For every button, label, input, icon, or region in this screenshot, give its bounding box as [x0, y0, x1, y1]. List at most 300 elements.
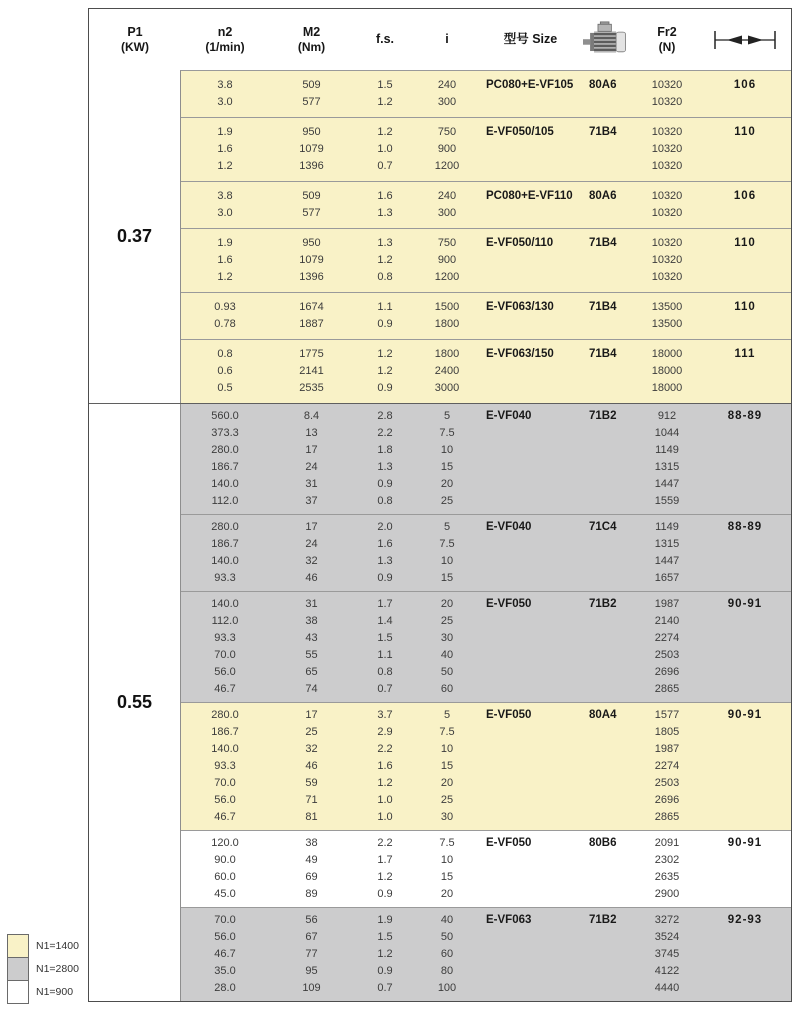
legend-swatch-gray [7, 957, 29, 981]
m2-cell: 24 [305, 538, 318, 550]
fr2-cell: 4440 [654, 982, 680, 994]
header-page-ref [699, 29, 791, 51]
model-cell [478, 647, 583, 664]
i-cell: 25 [440, 615, 454, 627]
model-cell [478, 792, 583, 809]
table-row [181, 741, 791, 758]
table-row [181, 252, 791, 269]
m2-cell: 65 [305, 666, 318, 678]
table-row [181, 476, 791, 493]
model-cell [478, 205, 583, 222]
fr2-cell: 2503 [654, 777, 680, 789]
fs-cell: 0.8 [377, 271, 393, 283]
fs-cell: 1.2 [377, 871, 393, 883]
fr2-cell: 2865 [654, 683, 680, 695]
model-cell: E-VF040 [486, 410, 532, 422]
fs-cell: 1.1 [377, 301, 393, 313]
model-cell [478, 363, 583, 380]
p1-section [89, 70, 791, 403]
model-cell [478, 141, 583, 158]
size-cell [583, 681, 635, 698]
table-row [181, 647, 791, 664]
m2-cell: 13 [305, 427, 318, 439]
fr2-cell: 1447 [654, 478, 680, 490]
i-cell: 25 [440, 495, 454, 507]
fr2-cell: 10320 [651, 190, 683, 202]
table-row [181, 869, 791, 886]
n2-cell: 120.0 [211, 837, 239, 849]
size-cell [583, 476, 635, 493]
page-cell [699, 553, 791, 570]
fr2-cell: 1577 [654, 709, 680, 721]
fs-cell: 0.8 [377, 495, 393, 507]
n2-cell: 140.0 [211, 743, 239, 755]
fs-cell: 1.8 [377, 444, 393, 456]
i-cell: 240 [437, 79, 457, 91]
page-cell [699, 929, 791, 946]
page-cell [699, 380, 791, 397]
header-motor [583, 17, 635, 63]
i-cell: 15 [440, 760, 454, 772]
model-cell: PC080+E-VF105 [486, 79, 574, 91]
model-cell [478, 493, 583, 510]
fr2-cell: 1315 [654, 461, 680, 473]
model-cell [478, 758, 583, 775]
m2-cell: 31 [305, 598, 318, 610]
data-block [181, 702, 791, 830]
fr2-cell: 2503 [654, 649, 680, 661]
m2-cell: 69 [305, 871, 318, 883]
table-row [181, 596, 791, 613]
m2-cell: 1775 [299, 348, 324, 360]
size-cell [583, 536, 635, 553]
fr2-cell: 10320 [651, 271, 683, 283]
page-cell [699, 681, 791, 698]
i-cell: 40 [440, 649, 454, 661]
page-cell: 110 [734, 237, 756, 249]
fs-cell: 1.2 [377, 96, 393, 108]
model-cell [478, 158, 583, 175]
fs-cell: 1.7 [377, 598, 393, 610]
fr2-cell: 2302 [654, 854, 680, 866]
width-dimension-icon [709, 29, 781, 51]
size-cell [583, 630, 635, 647]
m2-cell: 81 [305, 811, 318, 823]
size-cell [583, 792, 635, 809]
n2-cell: 186.7 [211, 538, 239, 550]
size-cell [583, 758, 635, 775]
i-cell: 50 [440, 931, 454, 943]
table-row [181, 459, 791, 476]
fs-cell: 2.2 [377, 743, 393, 755]
i-cell: 20 [440, 888, 454, 900]
size-cell [583, 724, 635, 741]
size-cell [583, 886, 635, 903]
model-cell: E-VF050/110 [486, 237, 554, 249]
fr2-cell: 4122 [654, 965, 680, 977]
m2-cell: 17 [305, 521, 318, 533]
n2-cell: 28.0 [214, 982, 236, 994]
i-cell: 900 [437, 254, 457, 266]
size-cell [583, 809, 635, 826]
header-p1 [89, 25, 181, 55]
m2-cell: 2535 [299, 382, 324, 394]
fs-cell: 1.5 [377, 632, 393, 644]
m2-cell: 38 [305, 837, 318, 849]
i-cell: 60 [440, 683, 454, 695]
m2-cell: 509 [302, 190, 321, 202]
fr2-cell: 2140 [654, 615, 680, 627]
table-row [181, 94, 791, 111]
model-cell [478, 681, 583, 698]
page-cell: 88-89 [727, 521, 763, 533]
i-cell: 1200 [434, 271, 460, 283]
size-cell [583, 775, 635, 792]
fr2-cell: 912 [657, 410, 677, 422]
n2-cell: 3.0 [217, 96, 233, 108]
size-cell [583, 869, 635, 886]
model-cell [478, 269, 583, 286]
m2-cell: 32 [305, 743, 318, 755]
data-block [181, 830, 791, 907]
model-cell: PC080+E-VF110 [486, 190, 573, 202]
fr2-cell: 10320 [651, 207, 683, 219]
fs-cell: 1.2 [377, 126, 393, 138]
page-cell [699, 886, 791, 903]
size-cell [583, 459, 635, 476]
fs-cell: 1.6 [377, 538, 393, 550]
page-cell: 90-91 [727, 837, 763, 849]
i-cell: 20 [440, 777, 454, 789]
fs-cell: 1.0 [377, 143, 393, 155]
table-row [181, 553, 791, 570]
i-cell: 30 [440, 811, 454, 823]
fr2-cell: 2696 [654, 794, 680, 806]
n2-cell: 0.78 [214, 318, 236, 330]
model-cell [478, 570, 583, 587]
i-cell: 30 [440, 632, 454, 644]
page-cell [699, 316, 791, 333]
table-row [181, 77, 791, 94]
fs-cell: 0.9 [377, 965, 393, 977]
n2-cell: 3.0 [217, 207, 233, 219]
m2-cell: 56 [305, 914, 318, 926]
blocks-area [180, 70, 791, 403]
data-block [181, 71, 791, 117]
n2-cell: 140.0 [211, 478, 239, 490]
size-cell [583, 493, 635, 510]
fr2-cell: 10320 [651, 143, 683, 155]
fs-cell: 0.7 [377, 683, 393, 695]
m2-cell: 43 [305, 632, 318, 644]
page-cell: 88-89 [727, 410, 763, 422]
table-header [89, 9, 791, 70]
size-cell: 80B6 [589, 837, 617, 849]
fs-cell: 2.9 [377, 726, 393, 738]
table-row [181, 205, 791, 222]
n2-cell: 3.8 [217, 190, 233, 202]
page-cell: 106 [733, 79, 757, 91]
size-cell: 71B2 [589, 410, 617, 422]
size-cell: 80A6 [589, 79, 617, 91]
model-cell [478, 946, 583, 963]
n2-cell: 70.0 [214, 914, 236, 926]
header-model-size-label: 型号 Size [503, 32, 558, 46]
page-cell [699, 269, 791, 286]
page-cell: 106 [733, 190, 757, 202]
page-cell [699, 792, 791, 809]
table-row [181, 442, 791, 459]
m2-cell: 55 [305, 649, 318, 661]
size-cell: 71C4 [589, 521, 617, 533]
table-row [181, 758, 791, 775]
n2-cell: 46.7 [214, 948, 236, 960]
fr2-cell: 1987 [654, 743, 680, 755]
i-cell: 240 [437, 190, 457, 202]
m2-cell: 577 [302, 207, 321, 219]
m2-cell: 8.4 [303, 410, 320, 422]
page-cell [699, 775, 791, 792]
i-cell: 25 [440, 794, 454, 806]
header-i [416, 32, 478, 47]
m2-cell: 950 [302, 126, 321, 138]
fs-cell: 1.5 [377, 931, 393, 943]
n2-cell: 1.2 [217, 160, 233, 172]
table-row [181, 664, 791, 681]
fs-cell: 0.9 [377, 382, 393, 394]
fs-cell: 2.2 [377, 427, 393, 439]
n2-cell: 45.0 [214, 888, 236, 900]
fs-cell: 1.7 [377, 854, 393, 866]
fr2-cell: 2274 [654, 760, 680, 772]
fr2-cell: 18000 [651, 365, 683, 377]
fr2-cell: 18000 [651, 382, 683, 394]
fs-cell: 0.9 [377, 888, 393, 900]
model-cell [478, 775, 583, 792]
table-row [181, 613, 791, 630]
page-cell [699, 963, 791, 980]
size-cell [583, 980, 635, 997]
page-cell [699, 205, 791, 222]
fr2-cell: 1559 [654, 495, 680, 507]
table-row [181, 852, 791, 869]
size-cell [583, 205, 635, 222]
fr2-cell: 2865 [654, 811, 680, 823]
page-cell: 90-91 [727, 598, 763, 610]
fs-cell: 2.8 [377, 410, 393, 422]
i-cell: 750 [437, 237, 457, 249]
data-block [181, 228, 791, 292]
n2-cell: 1.9 [217, 237, 233, 249]
fr2-cell: 2696 [654, 666, 680, 678]
header-m2-line1: M2 [302, 24, 321, 39]
model-cell [478, 613, 583, 630]
table-row [181, 707, 791, 724]
p1-value: 0.55 [89, 404, 180, 1001]
page-cell: 111 [734, 348, 756, 360]
size-cell [583, 664, 635, 681]
data-block [181, 907, 791, 1001]
table-row [181, 346, 791, 363]
m2-cell: 46 [305, 572, 318, 584]
page-cell [699, 664, 791, 681]
model-cell [478, 724, 583, 741]
size-cell [583, 929, 635, 946]
n2-cell: 280.0 [211, 709, 239, 721]
fs-cell: 1.5 [377, 79, 393, 91]
size-cell [583, 553, 635, 570]
table-row [181, 963, 791, 980]
size-cell [583, 316, 635, 333]
page-cell [699, 570, 791, 587]
m2-cell: 95 [305, 965, 318, 977]
m2-cell: 950 [302, 237, 321, 249]
model-cell [478, 980, 583, 997]
n2-cell: 46.7 [214, 811, 236, 823]
model-cell [478, 886, 583, 903]
n2-cell: 280.0 [211, 444, 239, 456]
header-i-line1: i [445, 32, 449, 46]
fr2-cell: 3272 [654, 914, 680, 926]
n2-cell: 0.8 [217, 348, 233, 360]
page-cell [699, 852, 791, 869]
fs-cell: 1.2 [377, 948, 393, 960]
i-cell: 20 [440, 478, 454, 490]
size-cell [583, 94, 635, 111]
i-cell: 7.5 [439, 538, 455, 550]
model-cell [478, 476, 583, 493]
table-row [181, 886, 791, 903]
table-row [181, 235, 791, 252]
table-row [181, 835, 791, 852]
p1-section [89, 403, 791, 1001]
model-cell: E-VF050 [486, 598, 532, 610]
page-cell [699, 536, 791, 553]
page-cell: 92-93 [727, 914, 763, 926]
data-block [181, 514, 791, 591]
fr2-cell: 1149 [655, 444, 679, 456]
n2-cell: 1.6 [217, 254, 233, 266]
legend-label: N1=2800 [36, 963, 79, 975]
size-cell: 80A4 [589, 709, 617, 721]
m2-cell: 1079 [299, 254, 324, 266]
header-fs [354, 32, 416, 47]
table-row [181, 408, 791, 425]
fs-cell: 1.0 [377, 811, 393, 823]
table-row [181, 299, 791, 316]
table-row [181, 681, 791, 698]
n2-cell: 46.7 [214, 683, 236, 695]
m2-cell: 46 [305, 760, 318, 772]
size-cell: 80A6 [589, 190, 617, 202]
n2-cell: 140.0 [211, 598, 239, 610]
fs-cell: 1.3 [377, 555, 393, 567]
i-cell: 5 [443, 521, 451, 533]
fr2-cell: 1657 [654, 572, 680, 584]
fr2-cell: 10320 [651, 79, 683, 91]
n2-cell: 373.3 [211, 427, 239, 439]
fr2-cell: 1987 [654, 598, 680, 610]
fs-cell: 3.7 [377, 709, 393, 721]
table-row [181, 141, 791, 158]
n2-cell: 70.0 [214, 777, 236, 789]
fs-cell: 2.0 [377, 521, 393, 533]
m2-cell: 37 [305, 495, 318, 507]
size-cell [583, 442, 635, 459]
i-cell: 1200 [434, 160, 460, 172]
m2-cell: 32 [305, 555, 318, 567]
table-row [181, 363, 791, 380]
table-row [181, 158, 791, 175]
fs-cell: 0.9 [377, 478, 393, 490]
page-cell [699, 442, 791, 459]
page-cell [699, 613, 791, 630]
model-cell [478, 630, 583, 647]
legend-item [7, 957, 79, 981]
header-n2-line2: (1/min) [205, 39, 245, 54]
size-cell [583, 158, 635, 175]
table-row [181, 809, 791, 826]
m2-cell: 1396 [299, 271, 324, 283]
i-cell: 20 [440, 598, 454, 610]
table-row [181, 493, 791, 510]
model-cell [478, 252, 583, 269]
size-cell [583, 425, 635, 442]
size-cell [583, 647, 635, 664]
m2-cell: 1887 [299, 318, 324, 330]
model-cell [478, 929, 583, 946]
m2-cell: 17 [305, 709, 318, 721]
fr2-cell: 10320 [651, 254, 683, 266]
model-cell: E-VF063/150 [486, 348, 554, 360]
model-cell: E-VF063/130 [486, 301, 554, 313]
page-cell [699, 809, 791, 826]
i-cell: 900 [437, 143, 457, 155]
fs-cell: 1.3 [377, 207, 393, 219]
size-cell: 71B4 [589, 301, 617, 313]
p1-value: 0.37 [89, 70, 180, 403]
legend-label: N1=1400 [36, 940, 79, 952]
model-cell [478, 442, 583, 459]
m2-cell: 109 [302, 982, 321, 994]
model-cell [478, 852, 583, 869]
table-row [181, 269, 791, 286]
legend-item [7, 980, 79, 1004]
blocks-area [180, 404, 791, 1001]
n2-cell: 0.93 [214, 301, 236, 313]
fs-cell: 1.9 [377, 914, 393, 926]
m2-cell: 17 [305, 444, 318, 456]
fs-cell: 1.2 [377, 365, 393, 377]
model-cell: E-VF050 [486, 837, 532, 849]
i-cell: 7.5 [439, 837, 455, 849]
i-cell: 10 [440, 444, 454, 456]
model-cell [478, 316, 583, 333]
legend-label: N1=900 [36, 986, 74, 998]
model-cell [478, 380, 583, 397]
fs-cell: 1.1 [377, 649, 393, 661]
header-p1-line1: P1 [127, 24, 143, 39]
fr2-cell: 13500 [651, 318, 683, 330]
m2-cell: 1674 [299, 301, 324, 313]
table-row [181, 536, 791, 553]
i-cell: 50 [440, 666, 454, 678]
fr2-cell: 2635 [654, 871, 680, 883]
i-cell: 5 [443, 709, 451, 721]
i-cell: 7.5 [439, 726, 455, 738]
fr2-cell: 1447 [654, 555, 680, 567]
fr2-cell: 10320 [651, 126, 683, 138]
